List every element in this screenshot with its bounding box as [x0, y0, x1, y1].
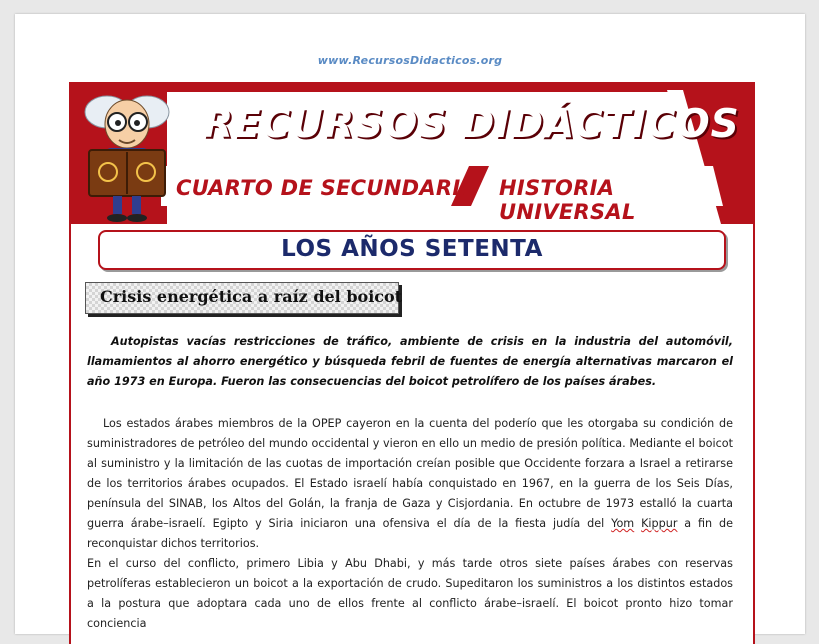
document-frame — [69, 82, 755, 644]
document-page — [15, 14, 805, 634]
body-paragraph-1 — [87, 414, 733, 554]
section-heading-box — [85, 282, 403, 314]
header-url: www.RecursosDidacticos.org — [317, 54, 503, 67]
spellcheck-flagged-word[interactable]: Yom — [611, 517, 635, 530]
banner — [71, 84, 753, 224]
book-icon — [89, 150, 165, 196]
paragraph-1-end: a fin de reconquistar dichos territorios. — [87, 517, 733, 550]
banner-title: RECURSOS DIDÁCTICOS — [203, 102, 740, 147]
topic-box — [98, 230, 726, 270]
body-text — [87, 414, 733, 634]
section-title: Crisis energética a raíz del boicot — [100, 287, 403, 306]
body-paragraph-2: En el curso del conflicto, primero Libia y Abu Dhabi, y más tarde otros siete países árabes con reservas petrolíferas establecieron un boicot a la exportación de crudo. Supeditaron los suministros a los distintos estados a la postura que adoptara cada uno de ellos frente al conflicto árabe–israelí. El boicot pronto hizo tomar conciencia — [87, 557, 733, 630]
intro-paragraph: Autopistas vacías restricciones de tráfico, ambiente de crisis en la industria del automóvil, llamamientos al ahorro energético y búsqueda febril de fuentes de energía alternativas marcaron el año 1973 en Europa. Fueron las consecuencias del boicot petrolífero de los países árabes. — [87, 335, 733, 388]
topic-title: LOS AÑOS SETENTA — [281, 236, 543, 262]
banner-subject: HISTORIA UNIVERSAL — [499, 176, 636, 224]
spellcheck-flagged-word[interactable]: Kippur — [641, 517, 678, 530]
paragraph-1-text: Los estados árabes miembros de la OPEP cayeron en la cuenta del poderío que les otorgaba su condición de suministradores de petróleo del mundo occidental y vieron en ello un medio de presión política. Mediante el boicot al suministro y la limitación de las cuotas de importación creían posible que Occidente forzara a Israel a retirarse de los territorios árabes ocupados. El Estado israelí había conquistado en 1967, en la guerra de los Seis Días, península del SINAB, los Altos del Golán, la franja de Gaza y Cisjordania. En octubre de 1973 estalló la cuarta guerra árabe–israelí. Egipto y Siria iniciaron una ofensiva el día de la fiesta judía del — [87, 417, 733, 530]
banner-grade: CUARTO DE SECUNDARIA — [176, 176, 478, 200]
